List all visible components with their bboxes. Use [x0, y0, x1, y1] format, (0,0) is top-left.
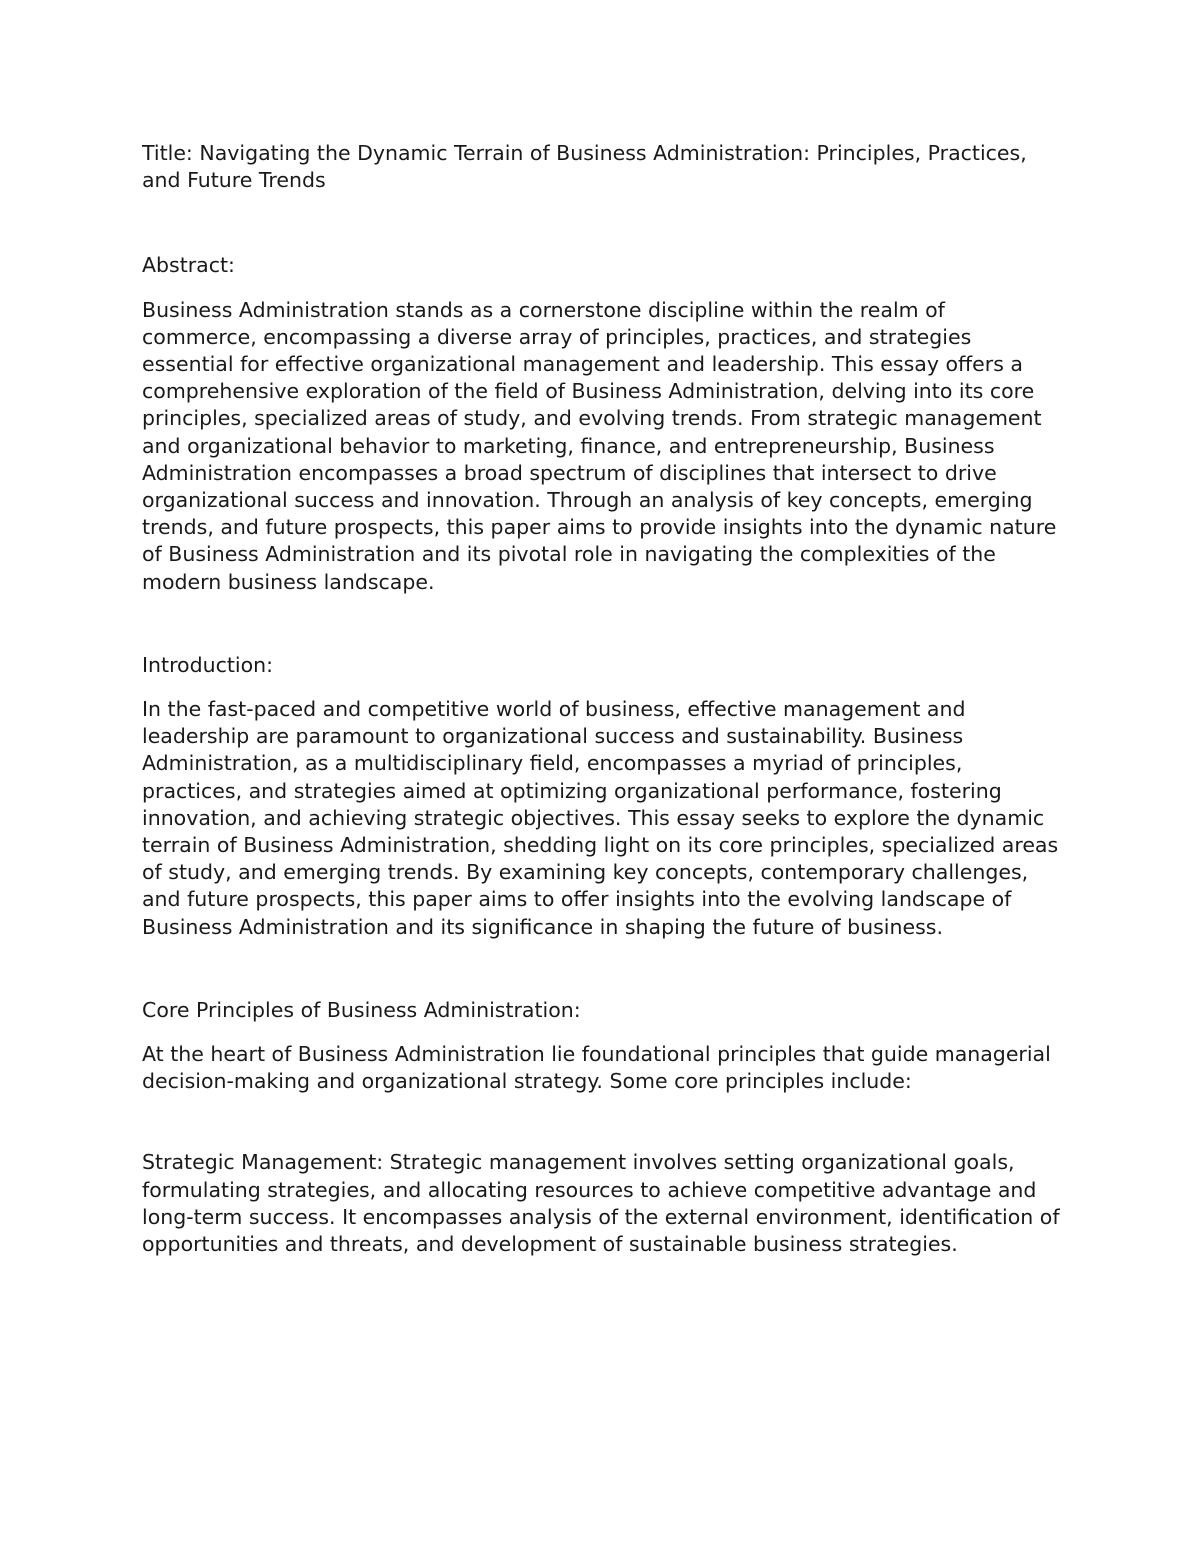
abstract-heading: Abstract: [142, 253, 235, 278]
abstract-body: Business Administration stands as a cornerstone discipline within the realm of commerce, encompassing a diverse array of principles, practices, and strategies essential for effective organizational management and leadership. This essay offers a comprehensive exploration of the field of Business Administration, delving into its core principles, specialized areas of study, and evolving trends. From strategic management and organizational behavior to marketing, finance, and entrepreneurship, Business Administration encompasses a broad spectrum of disciplines that intersect to drive organizational success and innovation. Through an analysis of key concepts, emerging trends, and future prospects, this paper aims to provide insights into the dynamic nature of Business Administration and its pivotal role in navigating the complexities of the modern business landscape. [142, 297, 1057, 594]
introduction-section [142, 652, 1062, 941]
principle-item-strategic-management: Strategic Management: Strategic management involves setting organizational goals, formulating strategies, and allocating resources to achieve competitive advantage and long-term success. It encompasses analysis of the external environment, identification of opportunities and threats, and development of sustainable business strategies. [142, 1150, 1060, 1257]
introduction-heading: Introduction: [142, 652, 274, 677]
introduction-body: In the fast-paced and competitive world of business, effective management and leadership are paramount to organizational success and sustainability. Business Administration, as a multidisciplinary field, encompasses a myriad of principles, practices, and strategies aimed at optimizing organizational performance, fostering innovation, and achieving strategic objectives. This essay seeks to explore the dynamic terrain of Business Administration, shedding light on its core principles, specialized areas of study, and emerging trends. By examining key concepts, contemporary challenges, and future prospects, this paper aims to offer insights into the evolving landscape of Business Administration and its significance in shaping the future of business. [142, 697, 1059, 939]
core-principles-intro: At the heart of Business Administration lie foundational principles that guide managerial decision-making and organizational strategy. Some core principles include: [142, 1042, 1051, 1094]
core-principles-section [142, 997, 1062, 1258]
document-page [142, 140, 1062, 1258]
abstract-section [142, 252, 1062, 595]
core-principles-heading: Core Principles of Business Administration: [142, 997, 581, 1022]
document-title: Title: Navigating the Dynamic Terrain of Business Administration: Principles, Practices, and Future Trends [142, 141, 1027, 193]
